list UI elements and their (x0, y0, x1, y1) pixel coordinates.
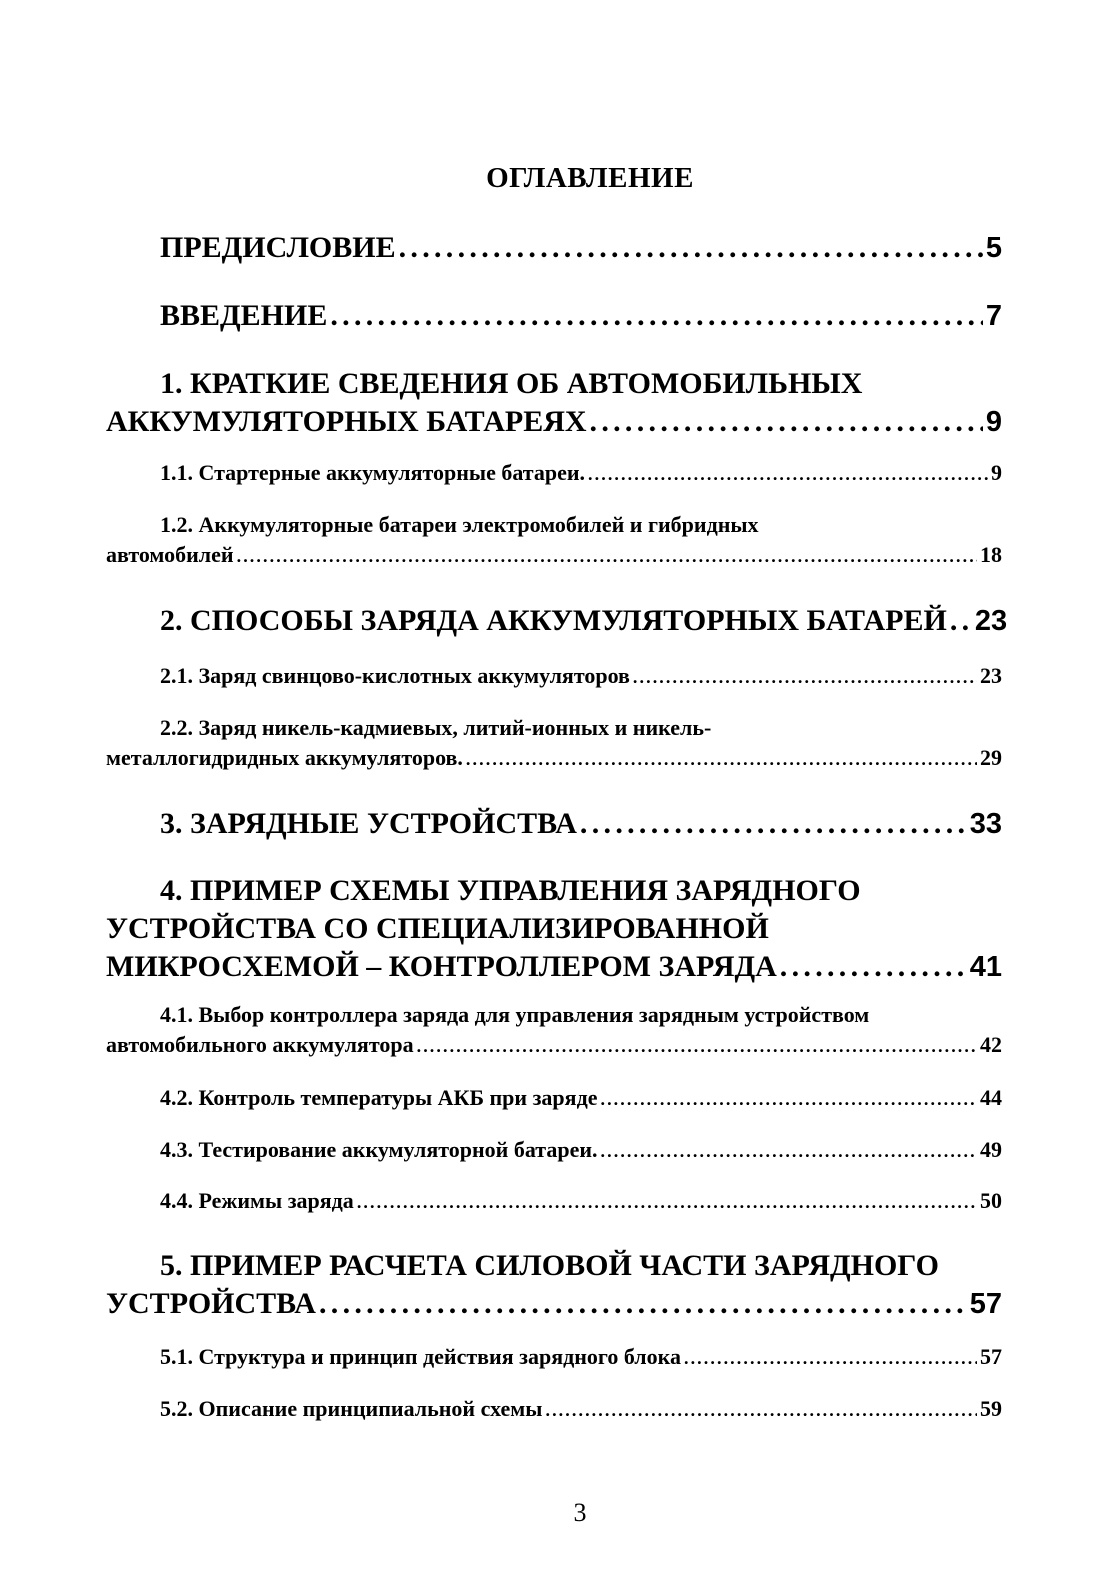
toc-entry-label: 1.2. Аккумуляторные батареи электромобилей и гибридных (160, 512, 759, 537)
toc-page-number: 59 (980, 1396, 1002, 1421)
dot-leader (417, 1030, 977, 1061)
toc-title: ОГЛАВЛЕНИЕ (486, 162, 694, 194)
toc-entry-chapter-4[interactable] (106, 872, 1002, 986)
toc-entry-label: 4. ПРИМЕР СХЕМЫ УПРАВЛЕНИЯ ЗАРЯДНОГО (160, 874, 861, 907)
toc-entry-intro[interactable] (106, 297, 1002, 335)
toc-entry-section-4-4[interactable] (106, 1186, 1002, 1217)
toc-entry-label-cont: УСТРОЙСТВА (106, 1287, 316, 1320)
toc-page-number: 9 (991, 460, 1002, 485)
dot-leader (590, 403, 983, 441)
toc-entry-label-cont: МИКРОСХЕМОЙ – КОНТРОЛЛЕРОМ ЗАРЯДА (106, 950, 777, 983)
toc-entry-label-cont: металлогидридных аккумуляторов. (106, 745, 463, 770)
toc-entry-label-cont: УСТРОЙСТВА СО СПЕЦИАЛИЗИРОВАННОЙ (106, 912, 769, 945)
toc-page-number: 49 (980, 1137, 1002, 1162)
toc-entry-section-4-1[interactable] (106, 1000, 1002, 1061)
dot-leader (588, 458, 988, 489)
toc-page-number: 7 (985, 300, 1002, 332)
toc-page-number: 57 (969, 1288, 1002, 1320)
toc-entry-section-1-1[interactable] (106, 458, 1002, 489)
dot-leader (600, 1083, 977, 1114)
dot-leader (237, 540, 977, 571)
toc-page-number: 23 (974, 605, 1008, 637)
toc-page-number: 41 (969, 951, 1002, 983)
toc-entry-preface[interactable] (106, 229, 1002, 267)
toc-entry-label-cont: АККУМУЛЯТОРНЫХ БАТАРЕЯХ (106, 405, 587, 438)
toc-entry-section-1-2[interactable] (106, 510, 1002, 571)
dot-leader (545, 1394, 977, 1425)
toc-page-number: 57 (980, 1344, 1002, 1369)
toc-entry-label: 4.4. Режимы заряда (160, 1188, 354, 1213)
toc-entry-label: 3. ЗАРЯДНЫЕ УСТРОЙСТВА (160, 807, 577, 840)
toc-entry-label: 5. ПРИМЕР РАСЧЕТА СИЛОВОЙ ЧАСТИ ЗАРЯДНОГО (160, 1249, 939, 1282)
toc-page-number: 29 (980, 745, 1002, 770)
toc-entry-label: 5.1. Структура и принцип действия зарядного блока (160, 1344, 681, 1369)
dot-leader (580, 805, 967, 843)
toc-entry-label: ПРЕДИСЛОВИЕ (160, 231, 396, 264)
toc-entry-label: 4.2. Контроль температуры АКБ при заряде (160, 1085, 598, 1110)
toc-entry-label: 5.2. Описание принципиальной схемы (160, 1396, 543, 1421)
toc-page-number: 5 (985, 232, 1002, 264)
toc-entry-label-cont: автомобилей (106, 542, 234, 567)
toc-entry-label: 2.2. Заряд никель-кадмиевых, литий-ионных и никель- (160, 715, 712, 740)
page-number: 3 (573, 1498, 587, 1527)
toc-entry-label-cont: автомобильного аккумулятора (106, 1032, 414, 1057)
toc-page-number: 23 (980, 663, 1002, 688)
dot-leader (357, 1186, 977, 1217)
toc-entry-chapter-5[interactable] (106, 1247, 1002, 1323)
toc-page-number: 9 (985, 406, 1002, 438)
toc-entry-section-2-1[interactable] (106, 661, 1002, 692)
toc-entry-section-5-1[interactable] (106, 1342, 1002, 1373)
toc-page-number: 33 (969, 808, 1002, 840)
toc-entry-section-4-3[interactable] (106, 1135, 1002, 1166)
dot-leader (466, 743, 977, 774)
dot-leader (684, 1342, 977, 1373)
dot-leader (633, 661, 977, 692)
toc-entry-chapter-1[interactable] (106, 365, 1002, 441)
dot-leader (399, 229, 983, 267)
toc-page-number: 44 (980, 1085, 1002, 1110)
toc-entry-label: 1. КРАТКИЕ СВЕДЕНИЯ ОБ АВТОМОБИЛЬНЫХ (160, 367, 863, 400)
toc-entry-label: 2. СПОСОБЫ ЗАРЯДА АККУМУЛЯТОРНЫХ БАТАРЕЙ (160, 604, 947, 637)
toc-entry-label: 2.1. Заряд свинцово-кислотных аккумуляторов (160, 663, 630, 688)
toc-entry-chapter-3[interactable] (106, 805, 1002, 843)
dot-leader (330, 297, 983, 335)
toc-entry-label: ВВЕДЕНИЕ (160, 299, 328, 332)
toc-entry-section-5-2[interactable] (106, 1394, 1002, 1425)
dot-leader (319, 1285, 967, 1323)
toc-entry-label: 4.3. Тестирование аккумуляторной батареи. (160, 1137, 598, 1162)
dot-leader (601, 1135, 977, 1166)
toc-entry-chapter-2[interactable] (106, 602, 1008, 640)
dot-leader (780, 948, 967, 986)
toc-entry-section-4-2[interactable] (106, 1083, 1002, 1114)
dot-leader (950, 602, 972, 640)
toc-entry-section-2-2[interactable] (106, 713, 1002, 774)
toc-page-number: 42 (980, 1032, 1002, 1057)
toc-page-number: 18 (980, 542, 1002, 567)
toc-page-number: 50 (980, 1188, 1002, 1213)
toc-entry-label: 1.1. Стартерные аккумуляторные батареи. (160, 460, 586, 485)
toc-entry-label: 4.1. Выбор контроллера заряда для управления зарядным устройством (160, 1002, 870, 1027)
